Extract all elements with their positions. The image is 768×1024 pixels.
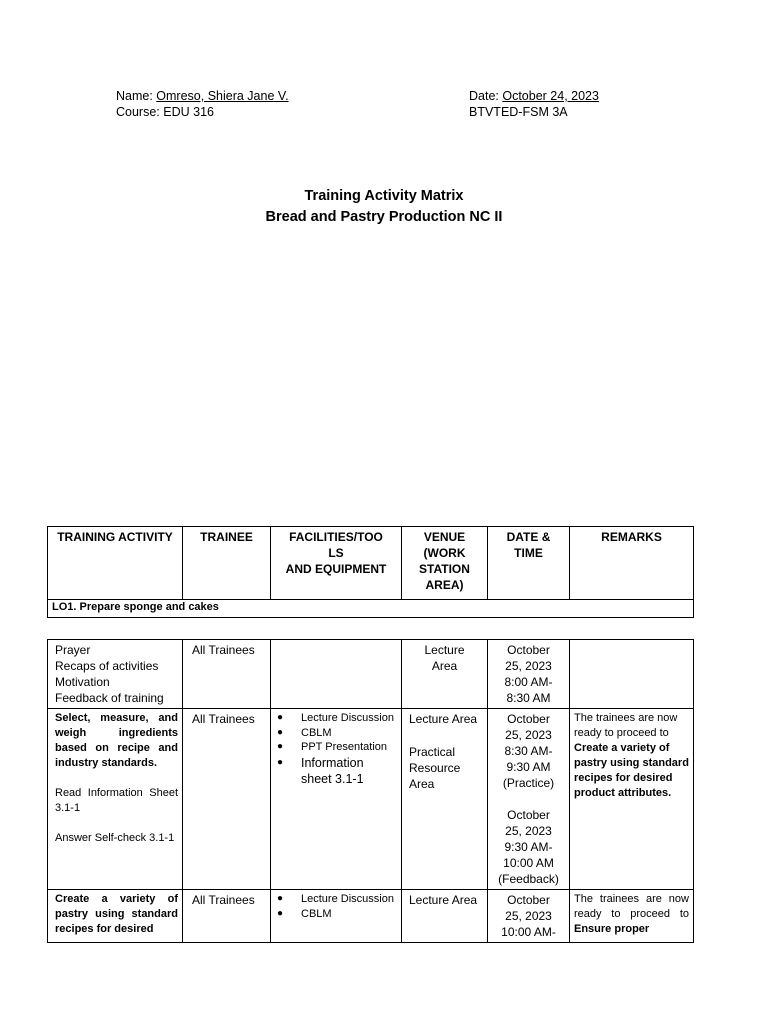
lo-row xyxy=(48,600,694,618)
name-value: Omreso, Shiera Jane V. xyxy=(156,89,289,103)
activity-cell: Select, measure, and weigh ingredients based on recipe and industry standards. Read Information Sheet 3.1-1 Answer Self-check 3.1-1 xyxy=(48,709,183,890)
col-trainee: TRAINEE xyxy=(183,527,271,600)
course-label: Course: xyxy=(116,105,164,119)
date-label: Date: xyxy=(469,89,503,103)
name-line xyxy=(116,88,289,104)
list-item: ● Lecture Discussion xyxy=(275,892,397,907)
col-training-activity: TRAINING ACTIVITY xyxy=(48,527,183,600)
lo-label: LO1. Prepare sponge and cakes xyxy=(48,600,694,618)
course-value: EDU 316 xyxy=(163,105,214,119)
date-cell: October 25, 2023 8:30 AM- 9:30 AM (Practice) October 25, 2023 9:30 AM- 10:00 AM (Feedback) xyxy=(488,709,570,890)
remarks-cell: The trainees are now ready to proceed to Create a variety of pastry using standard recipes for desired product attributes. xyxy=(570,709,694,890)
name-label: Name: xyxy=(116,89,157,103)
table-row xyxy=(48,890,694,943)
col-remarks: REMARKS xyxy=(570,527,694,600)
table-row xyxy=(48,640,694,709)
venue-cell: Lecture Area xyxy=(402,890,488,943)
trainee-cell: All Trainees xyxy=(183,890,271,943)
facilities-cell xyxy=(271,709,402,890)
section-line: BTVTED-FSM 3A xyxy=(469,105,568,119)
document-title: Training Activity Matrix xyxy=(304,188,464,204)
document-subtitle: Bread and Pastry Production NC II xyxy=(265,209,503,225)
activity-cell: Create a variety of pastry using standard recipes for desired xyxy=(48,890,183,943)
facilities-list xyxy=(275,892,397,921)
list-item: ● PPT Presentation xyxy=(275,740,397,755)
date-value: October 24, 2023 xyxy=(502,89,599,103)
remarks-cell xyxy=(570,640,694,709)
facilities-list xyxy=(275,711,397,787)
remarks-cell: The trainees are now ready to proceed to Ensure proper xyxy=(570,890,694,943)
course-line xyxy=(116,104,214,120)
list-item: ● CBLM xyxy=(275,726,397,741)
facilities-cell xyxy=(271,640,402,709)
col-date-time: DATE & TIME xyxy=(488,527,570,600)
trainee-cell: All Trainees xyxy=(183,640,271,709)
date-cell: October 25, 2023 8:00 AM- 8:30 AM xyxy=(488,640,570,709)
list-item: ● Information sheet 3.1-1 xyxy=(275,755,397,787)
table-row xyxy=(48,709,694,890)
col-venue: VENUE (WORK STATION AREA) xyxy=(402,527,488,600)
date-line xyxy=(469,88,599,104)
col-facilities: FACILITIES/TOO LS AND EQUIPMENT xyxy=(271,527,402,600)
header-row xyxy=(48,527,694,600)
date-cell: October 25, 2023 10:00 AM- xyxy=(488,890,570,943)
list-item: ● Lecture Discussion xyxy=(275,711,397,726)
trainee-cell: All Trainees xyxy=(183,709,271,890)
list-item: ● CBLM xyxy=(275,907,397,922)
activity-cell: Prayer Recaps of activities Motivation Feedback of training xyxy=(48,640,183,709)
facilities-cell xyxy=(271,890,402,943)
venue-cell: Lecture Area Practical Resource Area xyxy=(402,709,488,890)
venue-cell: Lecture Area xyxy=(402,640,488,709)
matrix-header-table xyxy=(47,526,694,618)
matrix-body-table xyxy=(47,639,694,943)
